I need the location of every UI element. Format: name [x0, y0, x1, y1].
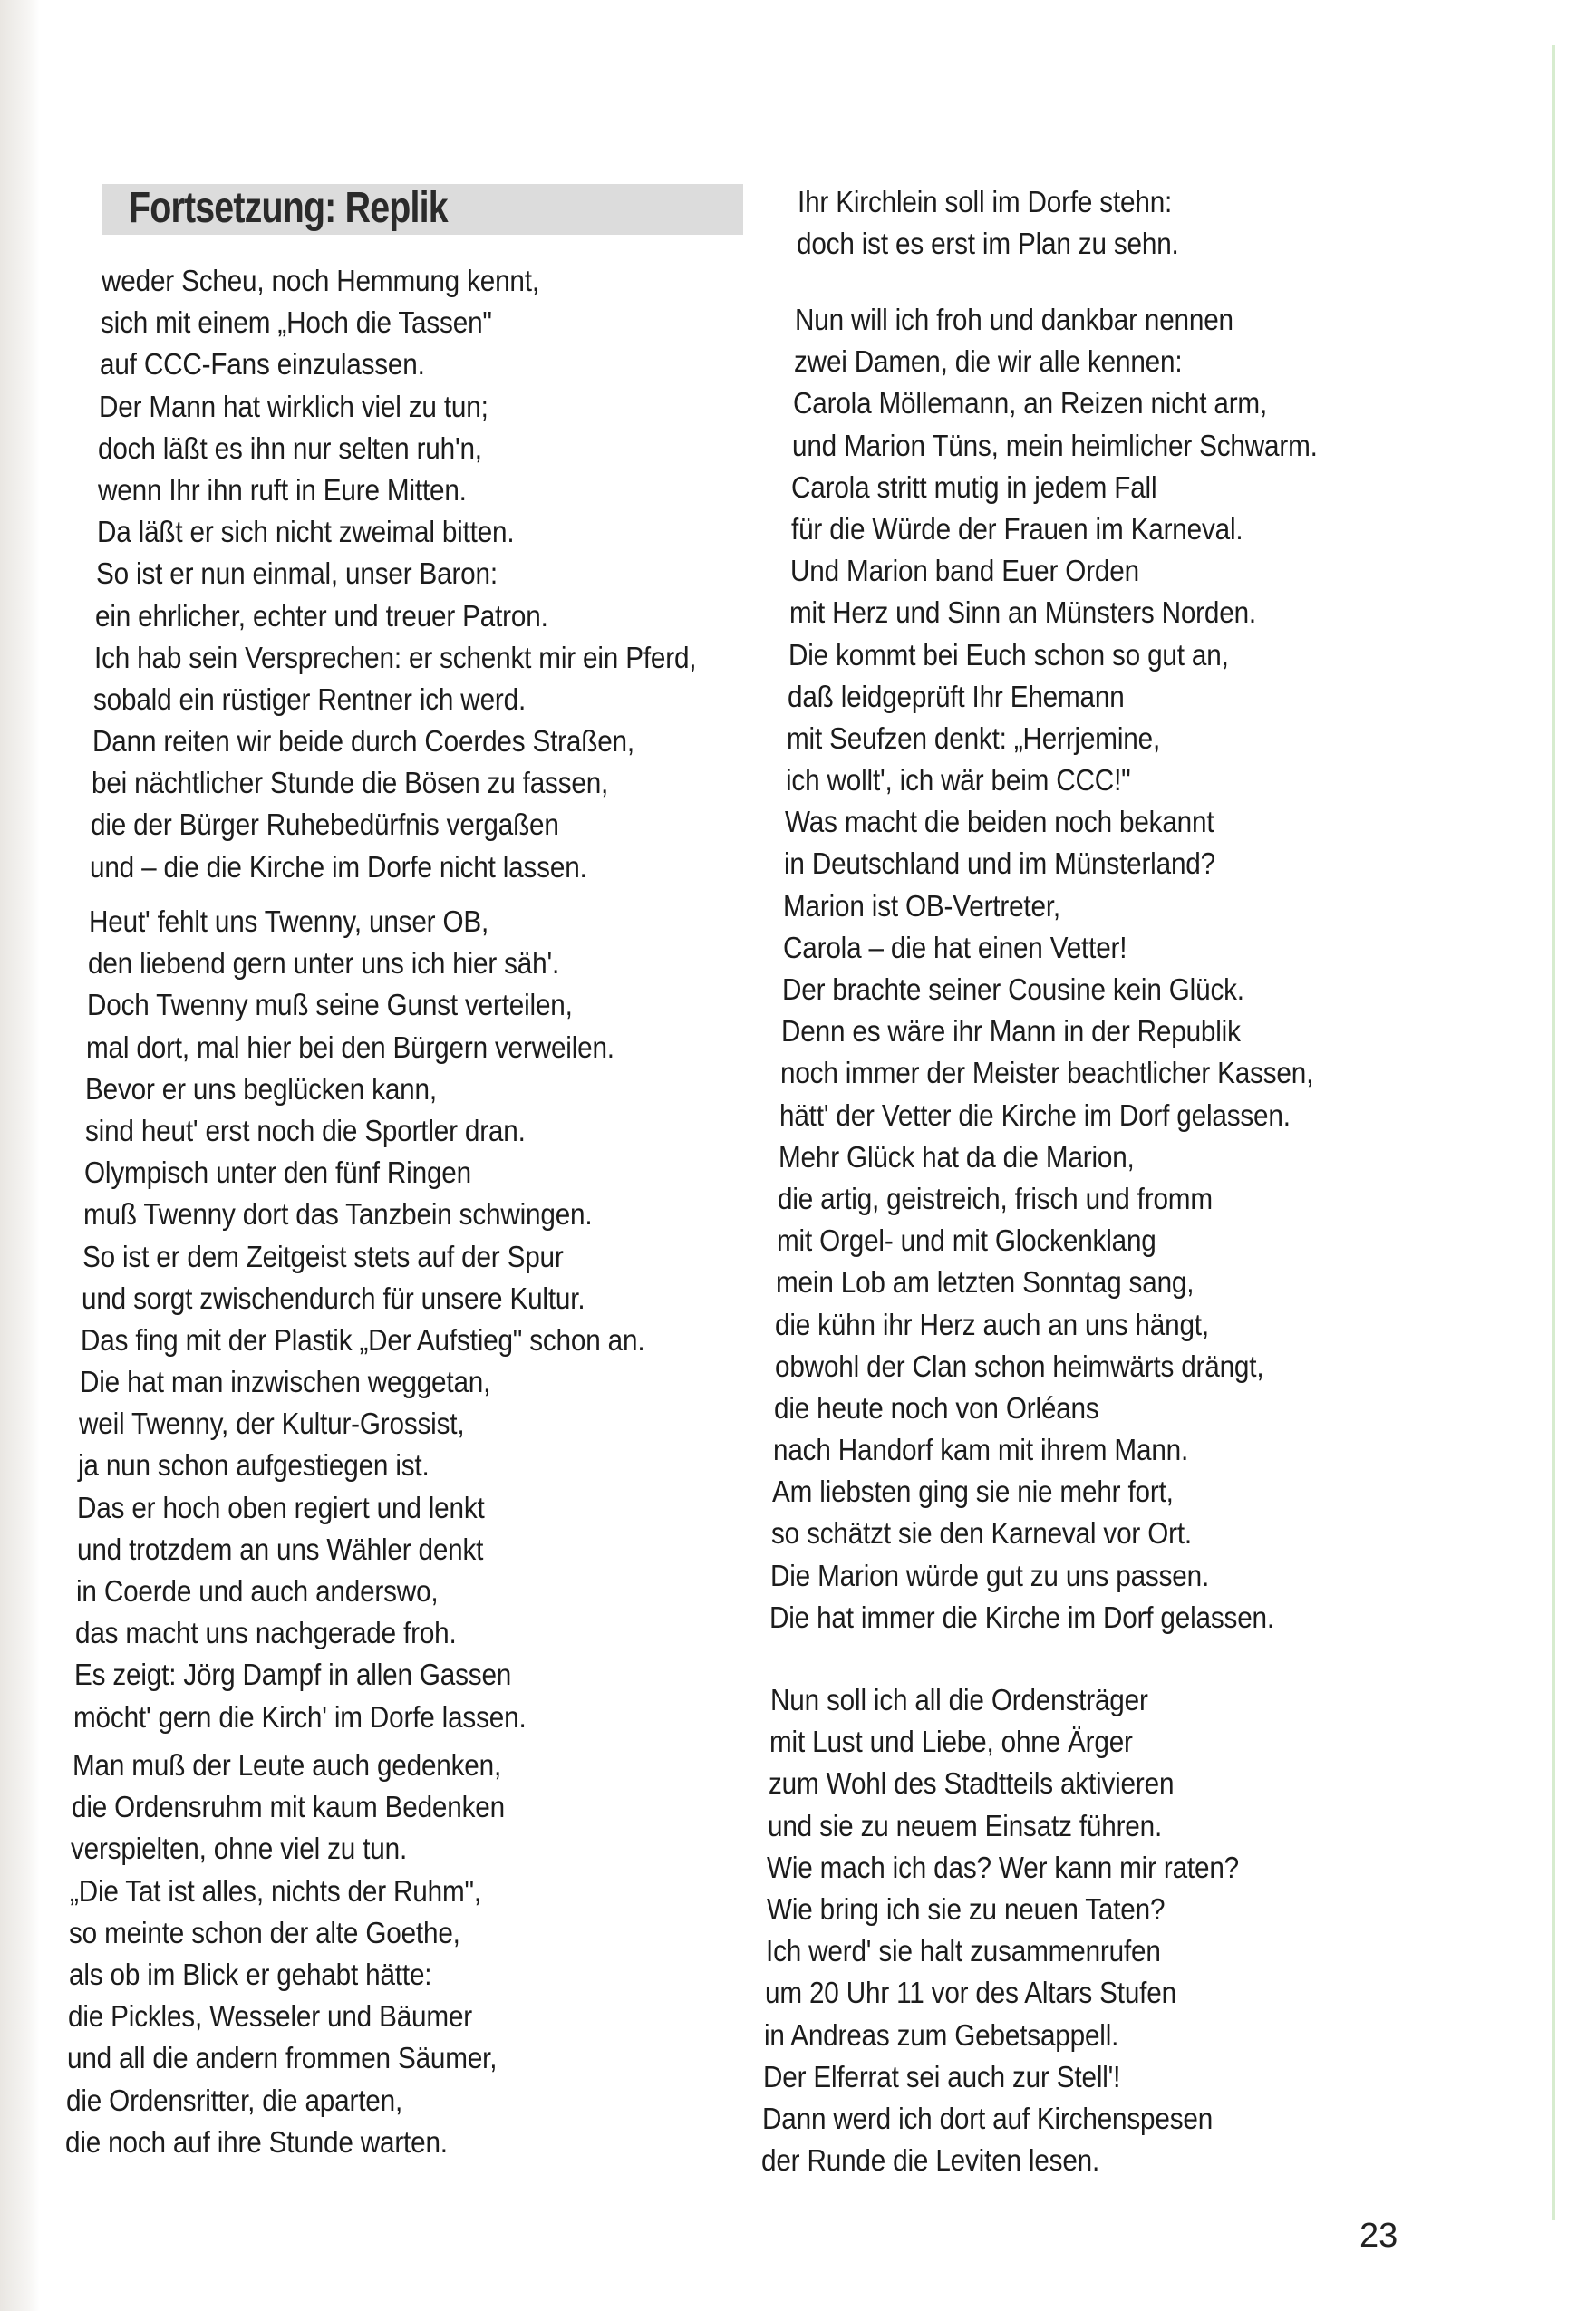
- verse-line: Marion ist OB-Vertreter,: [783, 888, 1061, 923]
- verse-line: Nun will ich froh und dankbar nennen: [795, 303, 1233, 336]
- verse-line: Das er hoch oben regiert und lenkt: [77, 1490, 485, 1524]
- verse-line: Was macht die beiden noch bekannt: [785, 805, 1214, 839]
- verse-line: Das fing mit der Plastik „Der Aufstieg" schon an.: [81, 1322, 645, 1357]
- verse-line: sich mit einem „Hoch die Tassen": [101, 305, 492, 340]
- verse-line: und Marion Tüns, mein heimlicher Schwarm.: [792, 428, 1319, 462]
- verse-line: Mehr Glück hat da die Marion,: [779, 1139, 1135, 1174]
- verse-line: Da läßt er sich nicht zweimal bitten.: [96, 515, 515, 549]
- right-column-stanza: [798, 181, 1222, 265]
- verse-line: für die Würde der Frauen im Karneval.: [790, 511, 1243, 546]
- verse-line: um 20 Uhr 11 vor des Altars Stufen: [764, 1976, 1176, 2010]
- verse-line: Heut' fehlt uns Twenny, unser OB,: [89, 904, 489, 938]
- verse-line: Ich hab sein Versprechen: er schenkt mir ein Pferd,: [93, 640, 697, 674]
- verse-line: so meinte schon der alte Goethe,: [69, 1915, 461, 1949]
- verse-line: die heute noch von Orléans: [773, 1390, 1099, 1425]
- verse-line: weder Scheu, noch Hemmung kennt,: [102, 264, 539, 297]
- verse-line: Carola Möllemann, an Reizen nicht arm,: [793, 386, 1268, 421]
- verse-line: wenn Ihr ihn ruft in Eure Mitten.: [97, 472, 467, 507]
- page-edge-line: [1552, 45, 1555, 2220]
- verse-line: Der Mann hat wirklich viel zu tun;: [99, 389, 488, 423]
- verse-line: zwei Damen, die wir alle kennen:: [794, 344, 1183, 379]
- verse-line: Man muß der Leute auch gedenken,: [73, 1748, 502, 1782]
- verse-line: noch immer der Meister beachtlicher Kassen,: [779, 1056, 1313, 1090]
- verse-line: Die hat man inzwischen weggetan,: [80, 1365, 491, 1399]
- verse-line: in Deutschland und im Münsterland?: [784, 846, 1216, 881]
- verse-line: der Runde die Leviten lesen.: [761, 2143, 1100, 2178]
- verse-line: hätt' der Vetter die Kirche im Dorf gelassen.: [779, 1097, 1291, 1132]
- verse-line: Und Marion band Euer Orden: [789, 554, 1139, 588]
- verse-line: und sie zu neuem Einsatz führen.: [768, 1808, 1163, 1842]
- verse-line: Dann werd ich dort auf Kirchenspesen: [762, 2101, 1214, 2135]
- left-column-stanza: [64, 1745, 553, 2163]
- verse-line: Der brachte seiner Cousine kein Glück.: [781, 972, 1244, 1006]
- verse-line: Es zeigt: Jörg Dampf in allen Gassen: [73, 1658, 511, 1692]
- verse-line: auf CCC-Fans einzulassen.: [100, 347, 425, 382]
- verse-line: Carola stritt mutig in jedem Fall: [791, 469, 1157, 504]
- verse-line: doch läßt es ihn nur selten ruh'n,: [98, 430, 483, 465]
- verse-line: die Ordensruhm mit kaum Bedenken: [72, 1790, 506, 1824]
- verse-line: Die hat immer die Kirche im Dorf gelassen.: [769, 1600, 1275, 1634]
- verse-line: den liebend gern unter uns ich hier säh'.: [88, 946, 560, 981]
- verse-line: möcht' gern die Kirch' im Dorfe lassen.: [73, 1699, 527, 1734]
- verse-line: und trotzdem an uns Wähler denkt: [76, 1532, 483, 1566]
- page-number: 23: [1359, 2217, 1398, 2255]
- verse-line: mit Herz und Sinn an Münsters Norden.: [788, 595, 1256, 630]
- verse-line: die Pickles, Wesseler und Bäumer: [67, 1999, 472, 2034]
- verse-line: daß leidgeprüft Ihr Ehemann: [787, 679, 1125, 713]
- verse-line: die der Bürger Ruhebedürfnis vergaßen: [91, 807, 560, 842]
- right-column-stanza: [769, 299, 1376, 1639]
- verse-line: sind heut' erst noch die Sportler dran.: [84, 1113, 526, 1147]
- verse-line: Carola – die hat einen Vetter!: [782, 930, 1127, 964]
- verse-line: doch ist es erst im Plan zu sehn.: [797, 227, 1179, 261]
- verse-line: das macht uns nachgerade froh.: [74, 1616, 457, 1650]
- verse-line: Die kommt bei Euch schon so gut an,: [788, 637, 1229, 672]
- verse-line: So ist er dem Zeitgeist stets auf der Spur: [82, 1239, 564, 1273]
- verse-line: die Ordensritter, die aparten,: [65, 2083, 402, 2117]
- verse-line: Ihr Kirchlein soll im Dorfe stehn:: [798, 185, 1173, 218]
- verse-line: in Andreas zum Gebetsappell.: [763, 2017, 1119, 2052]
- verse-line: die kühn ihr Herz auch an uns hängt,: [775, 1307, 1210, 1341]
- verse-line: Bevor er uns beglücken kann,: [85, 1071, 438, 1106]
- verse-line: mit Orgel- und mit Glockenklang: [777, 1223, 1156, 1258]
- left-column-stanza: [90, 260, 763, 888]
- verse-line: die artig, geistreich, frisch und fromm: [778, 1181, 1214, 1215]
- page-title: Fortsetzung: Replik: [129, 184, 448, 232]
- verse-line: Die Marion würde gut zu uns passen.: [770, 1558, 1210, 1592]
- verse-line: in Coerde und auch anderswo,: [75, 1574, 439, 1608]
- verse-line: nach Handorf kam mit ihrem Mann.: [772, 1433, 1188, 1467]
- verse-line: so schätzt sie den Karneval vor Ort.: [770, 1516, 1192, 1551]
- right-column-stanza: [761, 1679, 1291, 2181]
- left-column-stanza: [73, 901, 708, 1738]
- verse-line: mein Lob am letzten Sonntag sang,: [776, 1265, 1195, 1300]
- verse-line: Ich werd' sie halt zusammenrufen: [765, 1934, 1161, 1968]
- verse-line: muß Twenny dort das Tanzbein schwingen.: [82, 1197, 593, 1232]
- verse-line: So ist er nun einmal, unser Baron:: [95, 556, 498, 591]
- verse-line: mal dort, mal hier bei den Bürgern verweilen.: [86, 1030, 615, 1064]
- verse-line: verspielten, ohne viel zu tun.: [71, 1832, 408, 1866]
- page-edge-shadow: [0, 0, 40, 2311]
- verse-line: Denn es wäre ihr Mann in der Republik: [780, 1014, 1241, 1049]
- verse-line: und all die andern frommen Säumer,: [66, 2041, 498, 2075]
- verse-line: Am liebsten ging sie nie mehr fort,: [771, 1475, 1174, 1509]
- verse-line: die noch auf ihre Stunde warten.: [64, 2124, 448, 2159]
- verse-line: obwohl der Clan schon heimwärts drängt,: [774, 1349, 1263, 1383]
- verse-line: mit Seufzen denkt: „Herrjemine,: [787, 720, 1161, 755]
- verse-line: als ob im Blick er gehabt hätte:: [68, 1957, 431, 1991]
- verse-line: ja nun schon aufgestiegen ist.: [78, 1448, 430, 1483]
- verse-line: und – die die Kirche im Dorfe nicht lassen.: [90, 849, 588, 884]
- verse-line: Doch Twenny muß seine Gunst verteilen,: [87, 988, 573, 1022]
- verse-line: ich wollt', ich wär beim CCC!": [786, 763, 1131, 798]
- verse-line: mit Lust und Liebe, ohne Ärger: [769, 1725, 1133, 1759]
- verse-line: Nun soll ich all die Ordensträger: [770, 1683, 1148, 1716]
- verse-line: ein ehrlicher, echter und treuer Patron.: [94, 598, 548, 633]
- verse-line: Wie bring ich sie zu neuen Taten?: [766, 1891, 1165, 1926]
- verse-line: Olympisch unter den fünf Ringen: [83, 1156, 471, 1190]
- verse-line: weil Twenny, der Kultur-Grossist,: [79, 1407, 465, 1441]
- verse-line: bei nächtlicher Stunde die Bösen zu fassen,: [92, 766, 609, 800]
- verse-line: Wie mach ich das? Wer kann mir raten?: [767, 1850, 1240, 1884]
- verse-line: und sorgt zwischendurch für unsere Kultur.: [81, 1281, 585, 1315]
- verse-line: „Die Tat ist alles, nichts der Ruhm",: [70, 1873, 482, 1908]
- verse-line: Der Elferrat sei auch zur Stell'!: [762, 2059, 1121, 2093]
- verse-line: sobald ein rüstiger Rentner ich werd.: [93, 682, 527, 716]
- verse-line: Dann reiten wir beide durch Coerdes Straßen,: [92, 724, 635, 759]
- verse-line: zum Wohl des Stadtteils aktivieren: [769, 1766, 1175, 1801]
